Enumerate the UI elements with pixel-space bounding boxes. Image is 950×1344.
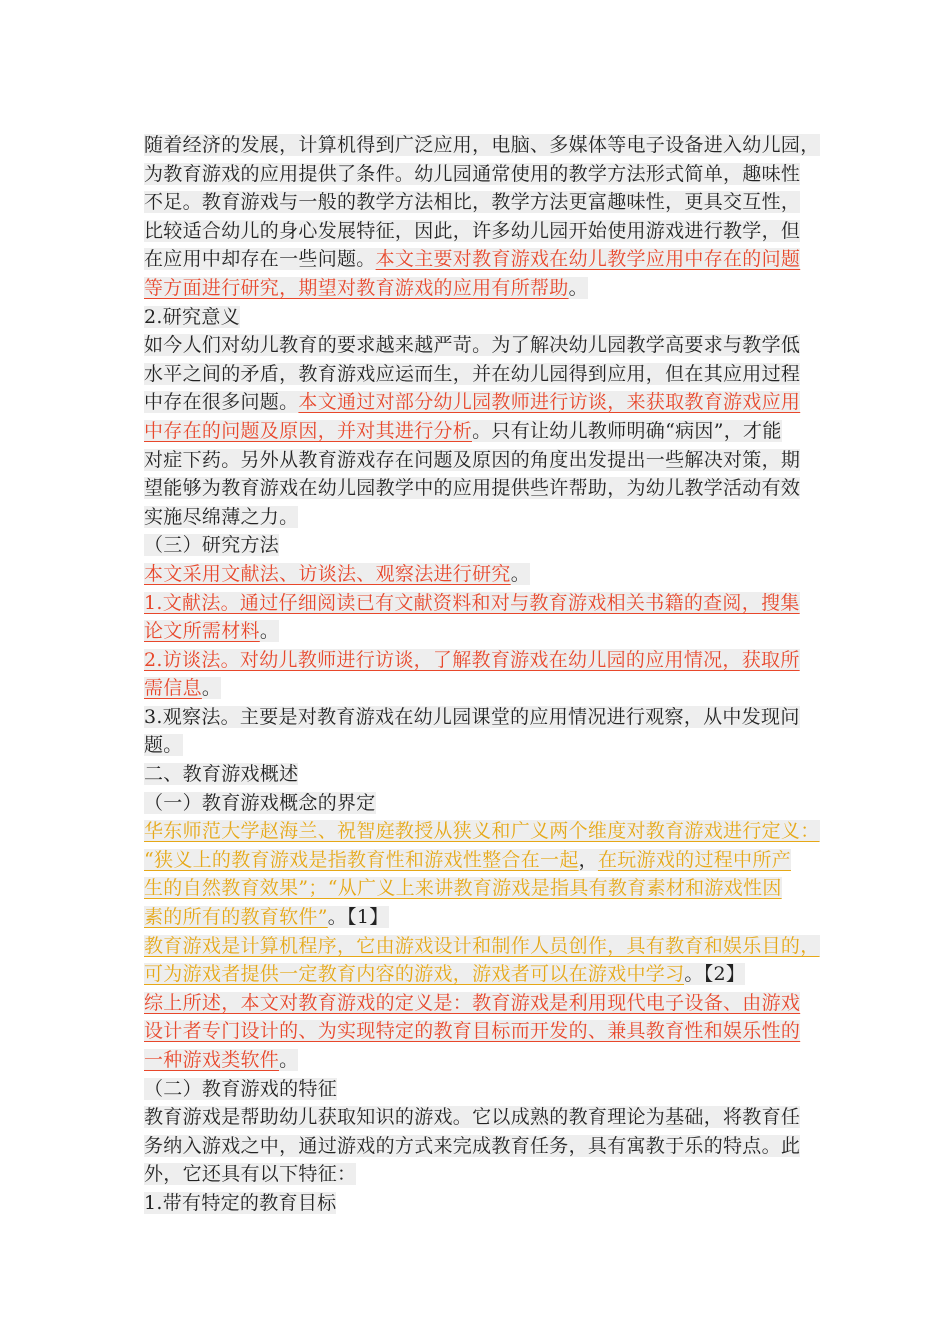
highlighted-text-red: 本文采用文献法、访谈法、观察法进行研究 <box>144 562 511 585</box>
text-line <box>144 446 814 475</box>
text-segment: 为教育游戏的应用提供了条件。幼儿园通常使用的教学方法形式简单，趣味性 <box>144 162 801 185</box>
text-line <box>144 188 814 217</box>
highlighted-text-yellow: 教育游戏是计算机程序，它由游戏设计和制作人员创作，具有教育和娱乐目的， <box>144 934 820 957</box>
text-segment: 对症下药。另外从教育游戏存在问题及原因的角度出发提出一些解决对策，期 <box>144 448 801 471</box>
text-segment: 务纳入游戏之中，通过游戏的方式来完成教育任务，具有寓教于乐的特点。此 <box>144 1134 801 1157</box>
text-line <box>144 703 814 732</box>
text-line <box>144 646 814 675</box>
text-segment: 。 <box>279 1049 299 1071</box>
text-segment: 望能够为教育游戏在幼儿园教学中的应用提供些许帮助，为幼儿教学活动有效 <box>144 477 801 500</box>
text-segment: 二、教育游戏概述 <box>144 763 299 786</box>
text-segment: 中存在很多问题。 <box>144 391 299 414</box>
text-segment: （一）教育游戏概念的界定 <box>144 791 376 814</box>
text-segment: 教育游戏是帮助幼儿获取知识的游戏。它以成熟的教育理论为基础，将教育任 <box>144 1106 801 1129</box>
highlighted-text-red: 2.访谈法。对幼儿教师进行访谈，了解教育游戏在幼儿园的应用情况，获取所 <box>144 648 800 671</box>
text-segment: 。 <box>259 620 280 643</box>
text-line <box>144 274 814 303</box>
text-line <box>144 674 814 703</box>
highlighted-text-yellow: “狭义上的教育游戏是指教育性和游戏性整合在一起 <box>144 848 579 871</box>
text-line <box>144 789 814 818</box>
text-line <box>144 388 814 417</box>
text-line <box>144 474 814 503</box>
highlighted-text-red: 等方面进行研究，期望对教育游戏的应用有所帮助 <box>144 276 569 299</box>
text-line <box>144 760 814 789</box>
text-segment: ， <box>578 848 598 871</box>
text-segment: 。【2】 <box>684 963 746 986</box>
highlighted-text-red: 中存在的问题及原因，并对其进行分析 <box>144 419 473 442</box>
text-segment: 外，它还具有以下特征： <box>144 1163 357 1186</box>
text-segment: 不足。教育游戏与一般的教学方法相比，教学方法更富趣味性，更具交互性， <box>144 191 801 214</box>
highlighted-text-yellow: 生的自然教育效果”；“从广义上来讲教育游戏是指具有教育素材和游戏性因 <box>144 877 782 900</box>
text-segment: 。 <box>201 677 222 700</box>
text-segment: （三）研究方法 <box>144 534 280 557</box>
text-segment: 题。 <box>144 734 183 757</box>
highlighted-text-red: 本文通过对部分幼儿园教师进行访谈，来获取教育游戏应用 <box>298 391 801 414</box>
text-line <box>144 989 814 1018</box>
highlighted-text-red: 需信息 <box>144 677 202 700</box>
text-line <box>144 245 814 274</box>
highlighted-text-red: 论文所需材料 <box>144 620 260 643</box>
text-line <box>144 1017 814 1046</box>
text-segment: 实施尽绵薄之力。 <box>144 505 299 528</box>
text-segment: 1.带有特定的教育目标 <box>144 1191 337 1214</box>
text-segment: 3.观察法。主要是对教育游戏在幼儿园课堂的应用情况进行观察，从中发现问 <box>144 705 800 728</box>
text-line <box>144 417 814 446</box>
text-segment: 2.研究意义 <box>144 305 240 328</box>
text-line <box>144 846 814 875</box>
text-segment: 比较适合幼儿的身心发展特征，因此，许多幼儿园开始使用游戏进行教学，但 <box>144 219 801 242</box>
text-line <box>144 303 814 332</box>
text-line <box>144 1103 814 1132</box>
text-line <box>144 817 820 846</box>
text-line <box>144 1189 814 1218</box>
highlighted-text-red: 1.文献法。通过仔细阅读已有文献资料和对与教育游戏相关书籍的查阅，搜集 <box>144 591 800 614</box>
text-segment: 。 <box>510 562 531 585</box>
highlighted-text-red: 综上所述，本文对教育游戏的定义是：教育游戏是利用现代电子设备、由游戏 <box>144 991 801 1014</box>
text-segment: 。 <box>568 276 588 299</box>
text-line <box>144 617 814 646</box>
text-line <box>144 217 814 246</box>
text-line <box>144 589 814 618</box>
text-line <box>144 160 814 189</box>
text-line <box>144 932 820 961</box>
text-segment: 。只有让幼儿教师明确“病因”，才能 <box>472 419 782 442</box>
text-segment: 随着经济的发展，计算机得到广泛应用，电脑、多媒体等电子设备进入幼儿园， <box>144 134 820 156</box>
text-line <box>144 731 814 760</box>
text-segment: 。【1】 <box>327 906 389 929</box>
text-segment: 在应用中却存在一些问题。 <box>144 248 376 271</box>
text-segment: 水平之间的矛盾，教育游戏应运而生，并在幼儿园得到应用，但在其应用过程 <box>144 362 801 385</box>
highlighted-text-red: 设计者专门设计的、为实现特定的教育目标而开发的、兼具教育性和娱乐性的 <box>144 1020 801 1043</box>
highlighted-text-yellow: 素的所有的教育软件” <box>144 906 328 929</box>
text-segment: （二）教育游戏的特征 <box>144 1077 338 1100</box>
text-line <box>144 960 814 989</box>
text-line <box>144 874 814 903</box>
text-line <box>144 531 814 560</box>
highlighted-text-yellow: 在玩游戏的过程中所产 <box>597 848 791 871</box>
text-line <box>144 560 814 589</box>
highlighted-text-red: 一种游戏类软件 <box>144 1049 280 1071</box>
text-line <box>144 1046 814 1075</box>
text-line <box>144 903 814 932</box>
text-line <box>144 360 814 389</box>
text-line <box>144 1160 814 1189</box>
text-line <box>144 131 820 160</box>
highlighted-text-yellow: 华东师范大学赵海兰、祝智庭教授从狭义和广义两个维度对教育游戏进行定义： <box>144 820 820 843</box>
text-line <box>144 1132 814 1161</box>
text-line <box>144 503 814 532</box>
text-line <box>144 1075 814 1104</box>
document-body <box>144 131 820 1218</box>
text-line <box>144 331 814 360</box>
text-segment: 如今人们对幼儿教育的要求越来越严苛。为了解决幼儿园教学高要求与教学低 <box>144 334 801 357</box>
highlighted-text-red: 本文主要对教育游戏在幼儿教学应用中存在的问题 <box>375 248 801 271</box>
highlighted-text-yellow: 可为游戏者提供一定教育内容的游戏，游戏者可以在游戏中学习 <box>144 963 685 986</box>
